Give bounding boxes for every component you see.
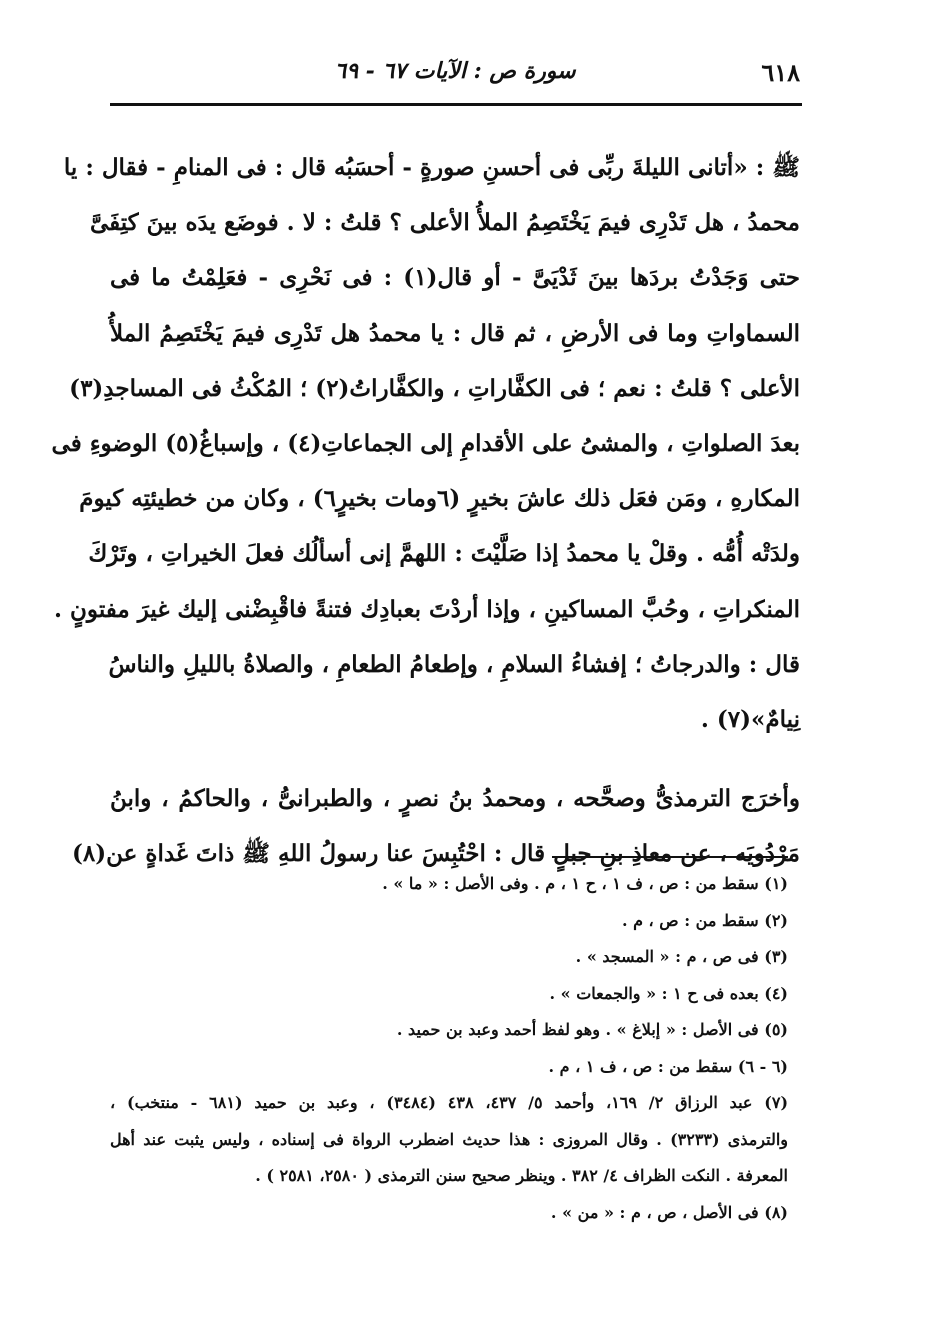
- paragraph-1: [51, 140, 801, 747]
- footnote: (١) سقط من : ص ، ف ١ ، ح ١ ، م . وفى الأصل : « ما » .: [382, 874, 788, 893]
- text-line: المنكراتِ ، وحُبَّ المساكينِ ، وإذا أردْتَ بعبادِك فتنةً فاقْبِضْنى إليك غيرَ مفتونٍ .: [54, 595, 800, 623]
- footnote: (٢) سقط من : ص ، م .: [621, 910, 788, 930]
- text-line: حتى وَجَدْتُ بردَها بينَ ثَدْيَىَّ - أو قال(١) : فى نَحْرِى - فعَلِمْتُ ما فى: [110, 264, 801, 292]
- text-line: ﷺ : «أتانى الليلةَ ربِّى فى أحسنِ صورةٍ - أحسَبُه قال : فى المنامِ - فقال : يا: [63, 154, 800, 181]
- footnote: (٦ - ٦) سقط من : ص ، ف ١ ، م .: [548, 1056, 788, 1076]
- header-rule: [110, 103, 802, 106]
- body-text: [51, 140, 801, 881]
- footnote-rule: [552, 856, 788, 858]
- text-line: الأعلى ؟ قلتُ : نعم ؛ فى الكفَّاراتِ ، والكفَّاراتُ(٢) ؛ المُكْثُ فى المساجدِ(٣): [69, 374, 800, 402]
- text-line: وأخرَج الترمذىُّ وصحَّحه ، ومحمدُ بنُ نصرٍ ، والطبرانىُّ ، والحاكمُ ، وابنُ: [110, 785, 800, 813]
- text-line: نِيامٌ»(٧) .: [700, 705, 800, 733]
- text-line: بعدَ الصلواتِ ، والمشىُ على الأقدامِ إلى الجماعاتِ(٤) ، وإسباغُ(٥) الوضوءِ فى: [51, 429, 800, 457]
- footnote-continuation: والترمذى (٣٢٣٣) . وقال المروزى : هذا حديث اضطرب الرواة فى إسناده ، وليس يثبت عند أهل: [110, 1129, 788, 1149]
- page-header: [110, 52, 800, 92]
- paragraph-gap: [110, 747, 800, 771]
- text-line: مَرْدُويَه ، عن معاذِ بنِ جبلٍ قال : احْتُبِسَ عنا رسولُ اللهِ ﷺ ذاتَ غَداةٍ عن(٨): [72, 840, 800, 868]
- footnote-continuation: المعرفة . النكت الظراف ٤/ ٣٨٢ . وينظر صحيح سنن الترمذى ( ٢٥٨٠، ٢٥٨١ ) .: [255, 1166, 788, 1185]
- text-line: ولدَتْه أُمُّه . وقلْ يا محمدُ إذا صَلَّيْتَ : اللهمَّ إنى أسألُك فعلَ الخيراتِ ، وتَرْكَ: [88, 540, 800, 568]
- text-line: محمدُ ، هل تَدْرِى فيمَ يَخْتَصِمُ الملأُ الأعلى ؟ قلتُ : لا . فوضَع يدَه بينَ كتِفَىَّ: [89, 209, 800, 237]
- footnote: (٥) فى الأصل : « إبلاغ » . وهو لفظ أحمد وعبد بن حميد .: [396, 1020, 788, 1039]
- footnotes: [110, 866, 788, 1231]
- footnote: (٧) عبد الرزاق ٢/ ١٦٩، وأحمد ٥/ ٤٣٧، ٤٣٨ (٣٤٨٤) ، وعبد بن حميد (٦٨١ - منتخب) ،: [110, 1093, 789, 1112]
- footnote: (٨) فى الأصل ، ص ، م : « من » .: [550, 1202, 788, 1222]
- text-line: قال : والدرجاتُ ؛ إفشاءُ السلامِ ، وإطعامُ الطعامِ ، والصلاةُ بالليلِ والناسُ: [108, 650, 800, 678]
- footnote: (٣) فى ص ، م : « المسجد » .: [575, 947, 788, 966]
- text-line: المكارهِ ، ومَن فعَل ذلك عاشَ بخيرٍ (٦ومات بخيرٍ٦) ، وكان من خطيئتِه كيومَ: [79, 485, 800, 513]
- footnote: (٤) بعده فى ح ١ : « والجمعات » .: [549, 983, 788, 1003]
- text-line: السماواتِ وما فى الأرضِ ، ثم قال : يا محمدُ هل تَدْرِى فيمَ يَخْتَصِمُ الملأُ: [110, 319, 800, 347]
- running-head: سورة ص : الآيات ٦٧ - ٦٩: [334, 58, 576, 84]
- paragraph-2: [72, 771, 800, 881]
- page-number: ٦١٨: [761, 58, 800, 87]
